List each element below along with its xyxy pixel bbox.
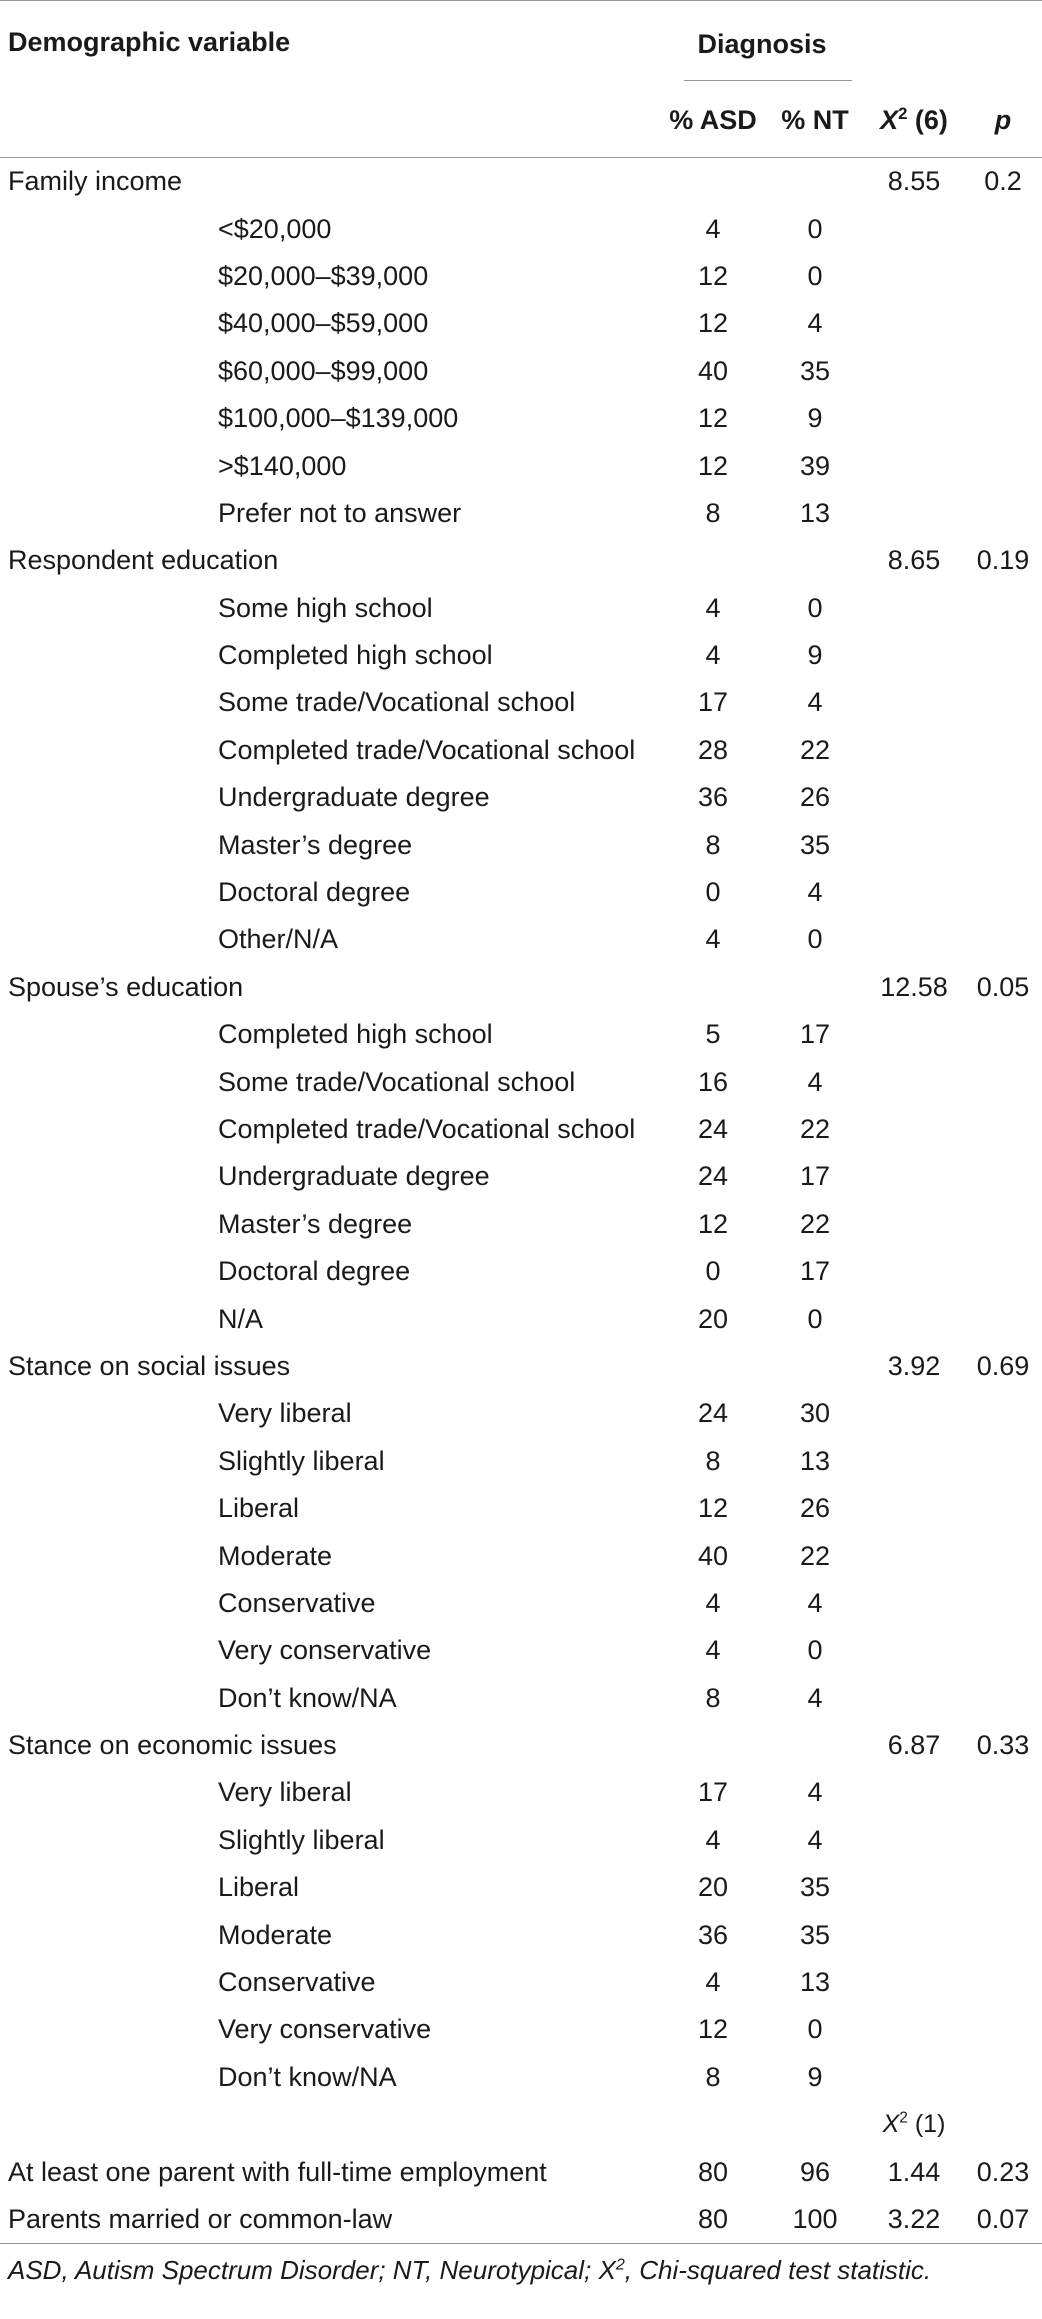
header-empty-x2 [864,1,964,84]
row-label: Parents married or common-law [0,2196,660,2244]
table-row [0,1390,1042,1437]
section-label: Spouse’s education [8,971,244,1002]
row-asd: 0 [705,877,721,908]
row-nt: 96 [799,2156,831,2187]
row-x2: 1.44 [887,2156,941,2187]
row-nt: 26 [799,1493,831,1524]
row-nt: 0 [807,1635,823,1666]
row-label: Doctoral degree [218,877,411,908]
table-row [0,1058,1042,1105]
section-label: Stance on social issues [8,1350,291,1381]
table-row [0,1248,1042,1295]
row-label: Liberal [218,1493,300,1524]
row-p: 0.23 [976,2156,1030,2187]
row-asd: 36 [697,782,729,813]
row-asd: 4 [705,1635,721,1666]
row-label: Very conservative [218,1635,432,1666]
row-nt: 4 [807,1587,823,1618]
row-asd: 8 [705,497,721,528]
row-asd: 0 [705,1256,721,1287]
row-asd: 36 [697,1919,729,1950]
section-label: Respondent education [8,545,279,576]
row-label: Very liberal [218,1398,352,1429]
table-row [0,1675,1042,1722]
table-row [0,916,1042,963]
table-row [0,395,1042,442]
row-label: Slightly liberal [218,1824,385,1855]
table-row [0,1295,1042,1342]
row-asd: 4 [705,1587,721,1618]
table-row [0,1627,1042,1674]
row-nt: 0 [807,924,823,955]
header-asd: % ASD [660,83,766,158]
row-label: Completed trade/Vocational school [218,1114,636,1144]
table-row [0,1817,1042,1864]
row-asd: 8 [705,2061,721,2092]
section-p: 0.69 [976,1350,1030,1381]
row-nt: 22 [799,734,831,765]
table-row [0,1201,1042,1248]
row-asd: 12 [697,1208,729,1239]
section-p: 0.2 [984,166,1022,197]
table-row [0,1959,1042,2006]
table-row [0,869,1042,916]
section-row [0,158,1042,206]
header-x2-df: (6) [907,104,948,135]
table-row [0,1911,1042,1958]
row-asd: 4 [705,1967,721,1998]
header-nt: % NT [766,83,864,158]
row-label: Doctoral degree [218,1256,411,1287]
row-nt: 13 [799,497,831,528]
row-asd: 40 [697,355,729,386]
row-asd: 12 [697,308,729,339]
header-diagnosis-label: Diagnosis [697,28,827,59]
row-label: Very conservative [218,2014,432,2045]
row-asd: 80 [660,2196,766,2244]
section-x2: 8.65 [887,545,941,576]
row-asd: 4 [705,213,721,244]
table-row [0,1580,1042,1627]
table-row [0,1011,1042,1058]
table-row [0,1485,1042,1532]
row-label: Undergraduate degree [218,1161,490,1192]
section-x2: 3.92 [887,1350,941,1381]
row-nt: 35 [799,1919,831,1950]
row-nt: 4 [807,1682,823,1713]
row-nt: 0 [807,2014,823,2045]
row-label: <$20,000 [218,213,332,244]
row-nt: 22 [799,1114,831,1144]
row-nt: 39 [799,450,831,481]
row-label: Don’t know/NA [218,2061,397,2092]
section-row [0,1343,1042,1390]
x2-note-symbol: X [882,2110,900,2139]
row-asd: 24 [697,1161,729,1192]
row-asd: 12 [697,1493,729,1524]
row-nt: 35 [799,1872,831,1903]
row-label: Master’s degree [218,829,413,860]
row-label: $20,000–$39,000 [218,260,429,291]
table-row [0,585,1042,632]
row-x2: 3.22 [864,2196,964,2244]
row-asd: 8 [705,1682,721,1713]
row-asd: 4 [705,592,721,623]
row-nt: 9 [807,403,823,434]
header-empty-label [0,83,660,158]
row-label: Very liberal [218,1777,352,1808]
table-footnote [0,2244,1042,2296]
footnote-text-2: , Chi-squared test statistic. [624,2255,932,2286]
row-asd: 12 [697,403,729,434]
row-asd: 28 [697,734,729,765]
table-row [0,1438,1042,1485]
row-nt: 17 [799,1256,831,1287]
row-nt: 4 [807,1824,823,1855]
table-body [0,158,1042,2244]
row-p: 0.07 [964,2196,1042,2244]
row-nt: 4 [807,877,823,908]
row-asd: 12 [697,450,729,481]
section-x2: 6.87 [887,1730,941,1761]
row-asd: 8 [705,1445,721,1476]
row-asd: 4 [705,640,721,671]
row-label: N/A [218,1303,264,1334]
row-label: $40,000–$59,000 [218,308,429,339]
row-label: Completed trade/Vocational school [218,734,636,765]
row-nt: 30 [799,1398,831,1429]
section-p: 0.19 [976,545,1030,576]
row-nt: 0 [807,1303,823,1334]
header-x2-sup: 2 [898,103,908,123]
table-row [0,1864,1042,1911]
row-asd: 17 [697,687,729,718]
section-row [0,1722,1042,1769]
section-x2: 8.55 [887,166,941,197]
row-label: Liberal [218,1872,300,1903]
row-nt: 17 [799,1161,831,1192]
row-asd: 24 [697,1398,729,1429]
row-label: At least one parent with full-time employment [8,2156,547,2187]
table-row [0,253,1042,300]
header-p: p [964,83,1042,158]
table-row [0,2196,1042,2244]
section-label: Stance on economic issues [8,1730,337,1761]
header-x2 [864,83,964,158]
row-asd: 12 [697,2014,729,2045]
row-label: Master’s degree [218,1208,413,1239]
row-asd: 20 [697,1872,729,1903]
table-row [0,490,1042,537]
row-nt: 35 [799,355,831,386]
row-label: Some trade/Vocational school [218,687,576,718]
row-nt: 9 [807,2061,823,2092]
row-label: Some high school [218,592,433,623]
row-label: Undergraduate degree [218,782,490,813]
table-row [0,348,1042,395]
row-label: $100,000–$139,000 [218,403,459,434]
table-row [0,205,1042,252]
row-nt: 26 [799,782,831,813]
table-row [0,821,1042,868]
table-row [0,1532,1042,1579]
table-row [0,1106,1042,1153]
row-label: Some trade/Vocational school [218,1066,576,1097]
row-label: >$140,000 [218,450,347,481]
row-asd: 17 [697,1777,729,1808]
table-row [0,727,1042,774]
x2-note-df: (1) [907,2110,946,2139]
table-row [0,2006,1042,2053]
row-label: Moderate [218,1919,333,1950]
row-nt: 100 [766,2196,864,2244]
row-label: Moderate [218,1540,333,1571]
row-asd: 4 [705,1824,721,1855]
table-row [0,2054,1042,2101]
x2-df-note [864,2101,964,2148]
x2-df-note-row [0,2101,1042,2148]
section-row [0,537,1042,584]
row-nt: 13 [799,1445,831,1476]
row-label: Don’t know/NA [218,1682,397,1713]
header-empty-p [964,1,1042,84]
row-asd: 80 [697,2156,729,2187]
section-label: Family income [8,166,183,197]
row-nt: 35 [799,829,831,860]
row-nt: 17 [799,1019,831,1050]
header-demographic-variable: Demographic variable [0,1,660,84]
section-p: 0.05 [976,971,1030,1002]
row-label: Completed high school [218,1019,493,1050]
table-row [0,1153,1042,1200]
row-nt: 22 [799,1540,831,1571]
row-nt: 0 [807,213,823,244]
table-row [0,2148,1042,2195]
x2-note-sup: 2 [899,2109,908,2127]
diagnosis-underline [684,80,852,81]
table-row [0,679,1042,726]
row-nt: 4 [807,687,823,718]
row-asd: 5 [705,1019,721,1050]
table-row [0,300,1042,347]
section-p: 0.33 [976,1730,1030,1761]
row-nt: 4 [807,1066,823,1097]
footnote-text-1: ASD, Autism Spectrum Disorder; NT, Neurotypical; X [8,2255,616,2286]
row-asd: 8 [705,829,721,860]
table-row [0,442,1042,489]
row-asd: 16 [697,1066,729,1097]
table-header [0,1,1042,158]
row-label: $60,000–$99,000 [218,355,429,386]
table-row [0,632,1042,679]
row-asd: 20 [697,1303,729,1334]
section-x2: 12.58 [880,971,948,1002]
row-nt: 4 [807,308,823,339]
row-nt: 22 [799,1208,831,1239]
header-diagnosis [660,1,864,84]
row-label: Other/N/A [218,924,339,955]
row-nt: 9 [807,640,823,671]
footnote-sup: 2 [615,2255,625,2274]
section-row [0,964,1042,1011]
row-asd: 12 [697,260,729,291]
row-nt: 13 [799,1967,831,1998]
row-nt: 4 [807,1777,823,1808]
row-label: Completed high school [218,640,493,671]
row-label: Conservative [218,1967,376,1998]
row-asd: 24 [697,1114,729,1144]
header-x2-symbol: X [880,104,899,135]
row-asd: 40 [697,1540,729,1571]
row-nt: 0 [807,260,823,291]
row-label: Prefer not to answer [218,497,462,528]
row-label: Conservative [218,1587,376,1618]
table-row [0,1769,1042,1816]
table-row [0,774,1042,821]
row-nt: 0 [807,592,823,623]
row-label: Slightly liberal [218,1445,385,1476]
row-asd: 4 [705,924,721,955]
